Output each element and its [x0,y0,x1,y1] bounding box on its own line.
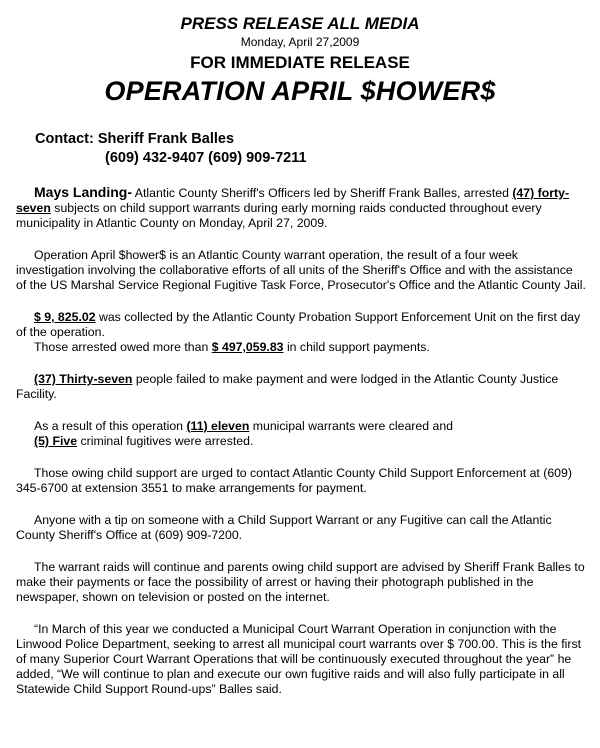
p3-line2-b: in child support payments. [283,340,430,354]
p5-fugitives-count: (5) Five [34,434,78,448]
p5-text-b: municipal warrants were cleared and [249,419,454,433]
p5-text-a: As a result of this operation [34,419,187,433]
p1-text-b: subjects on child support warrants during early morning raids conducted throughout every municipality in Atlantic County on Monday, April 27, 2009. [16,201,542,230]
p3-text: was collected by the Atlantic County Probation Support Enforcement Unit on the first day of the operation. [16,310,581,339]
paragraph-7: Anyone with a tip on someone with a Child Support Warrant or any Fugitive can call the Atlantic County Sheriff's Office at (609) 909-7200. [16,513,552,542]
p4-lodged-count: (37) Thirty-seven [34,372,133,386]
paragraph-8: The warrant raids will continue and parents owing child support are advised by Sheriff Frank Balles to make their payments or face the possibility of arrest or having their photograph published in the newspaper, shown on television or posted on the internet. [16,560,585,604]
contact-label: Contact: Sheriff Frank Balles [35,131,235,147]
paragraph-1 [16,185,586,231]
p3-amount-owed: $ 497,059.83 [211,340,284,354]
p3-amount-collected: $ 9, 825.02 [34,310,96,324]
p5-line2 [16,434,253,448]
paragraph-4 [16,372,586,402]
contact-phones: (609) 432-9407 (609) 909-7211 [105,150,307,166]
paragraph-3 [16,310,586,355]
header-press-release: PRESS RELEASE ALL MEDIA [180,14,420,33]
p3-line2-a: Those arrested owed more than [34,340,212,354]
p1-arrest-count: (47) forty-seven [16,186,570,215]
document-title: OPERATION APRIL $HOWER$ [104,76,496,106]
p5-text-c: criminal fugitives were arrested. [77,434,254,448]
paragraph-5 [16,419,586,449]
release-body [16,185,586,697]
paragraph-9: “In March of this year we conducted a Municipal Court Warrant Operation in conjunction with the Linwood Police Department, seeking to arrest all municipal court warrants over $ 700.00. This is the first of many Superior Court Warrant Operations that will be continuously executed throughout the year” he added, “We will continue to plan and execute our own fugitive raids and will also fully participate in all Statewide Child Support Round-ups” Balles said. [16,622,582,696]
paragraph-2: Operation April $hower$ is an Atlantic County warrant operation, the result of a four week investigation involving the collaborative efforts of all units of the Sheriff's Office and with the assistance of the US Marshal Service Regional Fugitive Task Force, Prosecutor's Office and the Atlantic County Jail. [16,248,586,292]
p5-warrants-cleared: (11) eleven [186,419,250,433]
header-date: Monday, April 27,2009 [240,35,360,49]
p1-text-a: Atlantic County Sheriff's Officers led by Sheriff Frank Balles, arrested [132,186,513,200]
dateline: Mays Landing- [34,184,133,200]
p4-text: people failed to make payment and were lodged in the Atlantic County Justice Facility. [16,372,559,401]
header-immediate-release: FOR IMMEDIATE RELEASE [190,53,410,72]
contact-block [35,130,307,168]
paragraph-6: Those owing child support are urged to contact Atlantic County Child Support Enforcement at (609) 345-6700 at extension 3551 to make arrangements for payment. [16,466,572,495]
